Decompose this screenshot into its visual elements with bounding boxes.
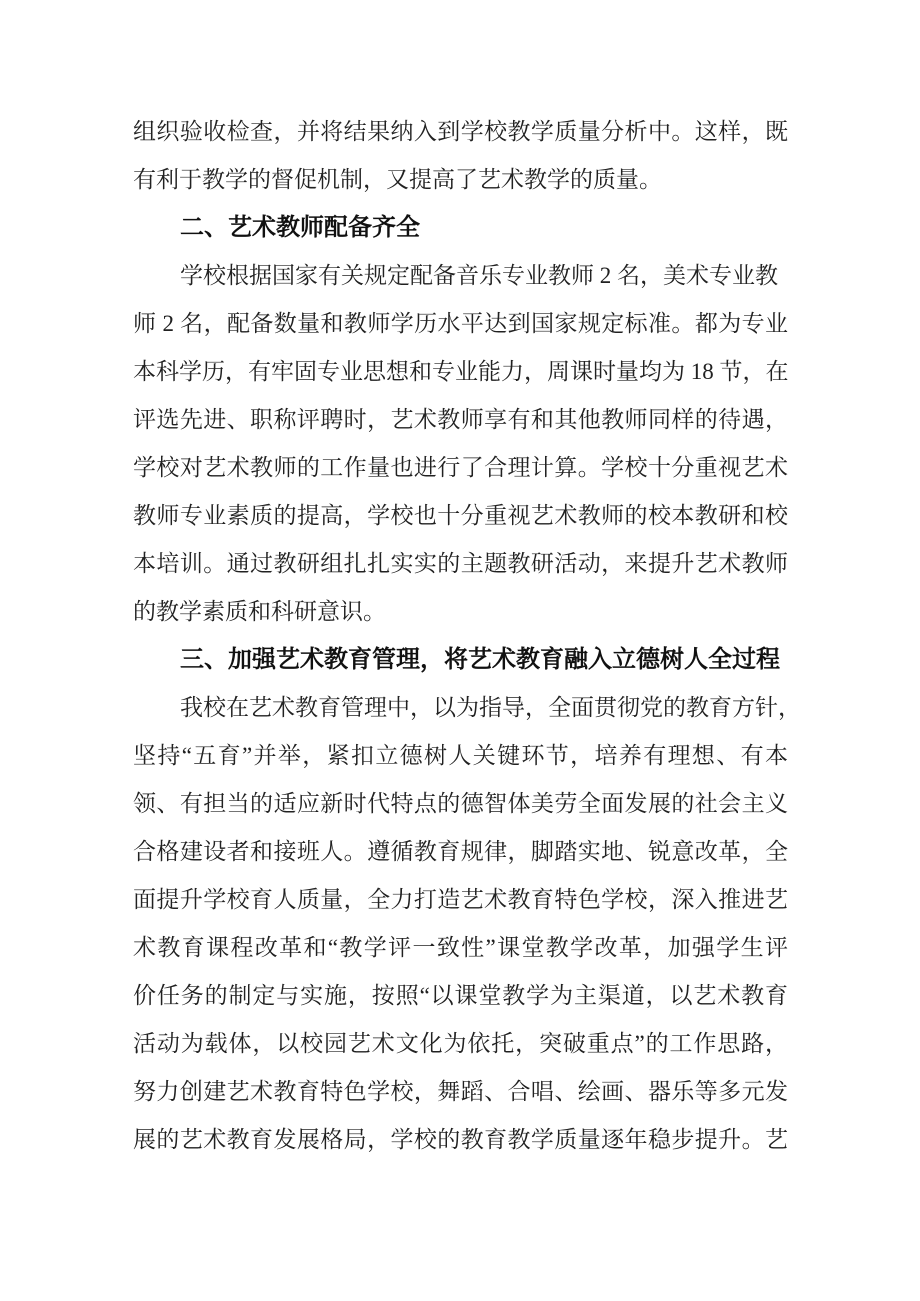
text-line: 面提升学校育人质量，全力打造艺术教育特色学校，深入推进艺 bbox=[133, 887, 788, 912]
text-line: 有利于教学的督促机制，又提高了艺术教学的质量。 bbox=[133, 167, 662, 192]
text-line: 组织验收检查，并将结果纳入到学校教学质量分析中。这样，既 bbox=[133, 119, 788, 144]
text-line: 本培训。通过教研组扎扎实实的主题教研活动，来提升艺术教师 bbox=[133, 551, 788, 576]
text-line: 学校对艺术教师的工作量也进行了合理计算。学校十分重视艺术 bbox=[133, 455, 788, 480]
text-line: 展的艺术教育发展格局，学校的教育教学质量逐年稳步提升。艺 bbox=[133, 1127, 788, 1152]
text-line: 本科学历，有牢固专业思想和专业能力，周课时量均为 18 节，在 bbox=[133, 359, 789, 384]
text-line: 合格建设者和接班人。遵循教育规律，脚踏实地、锐意改革，全 bbox=[133, 839, 788, 864]
text-line: 价任务的制定与实施，按照“以课堂教学为主渠道，以艺术教育 bbox=[133, 983, 788, 1008]
section-heading: 二、艺术教师配备齐全 bbox=[180, 214, 420, 241]
text-line: 师 2 名，配备数量和教师学历水平达到国家规定标准。都为专业 bbox=[133, 311, 788, 336]
text-line: 教师专业素质的提高，学校也十分重视艺术教师的校本教研和校 bbox=[133, 503, 788, 528]
text-line: 坚持“五育”并举，紧扣立德树人关键环节，培养有理想、有本 bbox=[133, 743, 788, 768]
text-line: 我校在艺术教育管理中，以为指导，全面贯彻党的教育方针， bbox=[180, 695, 801, 720]
text-line: 的教学素质和科研意识。 bbox=[133, 599, 386, 624]
section-heading: 三、加强艺术教育管理，将艺术教育融入立德树人全过程 bbox=[180, 646, 780, 673]
text-line: 术教育课程改革和“教学评一致性”课堂教学改革，加强学生评 bbox=[133, 935, 788, 960]
document-text-block bbox=[133, 108, 801, 1164]
text-line: 学校根据国家有关规定配备音乐专业教师 2 名，美术专业教 bbox=[180, 263, 778, 288]
text-line: 领、有担当的适应新时代特点的德智体美劳全面发展的社会主义 bbox=[133, 791, 788, 816]
text-line: 评选先进、职称评聘时，艺术教师享有和其他教师同样的待遇， bbox=[133, 407, 788, 432]
text-line: 努力创建艺术教育特色学校，舞蹈、合唱、绘画、器乐等多元发 bbox=[133, 1079, 788, 1104]
text-line: 活动为载体，以校园艺术文化为依托，突破重点”的工作思路， bbox=[133, 1031, 788, 1056]
